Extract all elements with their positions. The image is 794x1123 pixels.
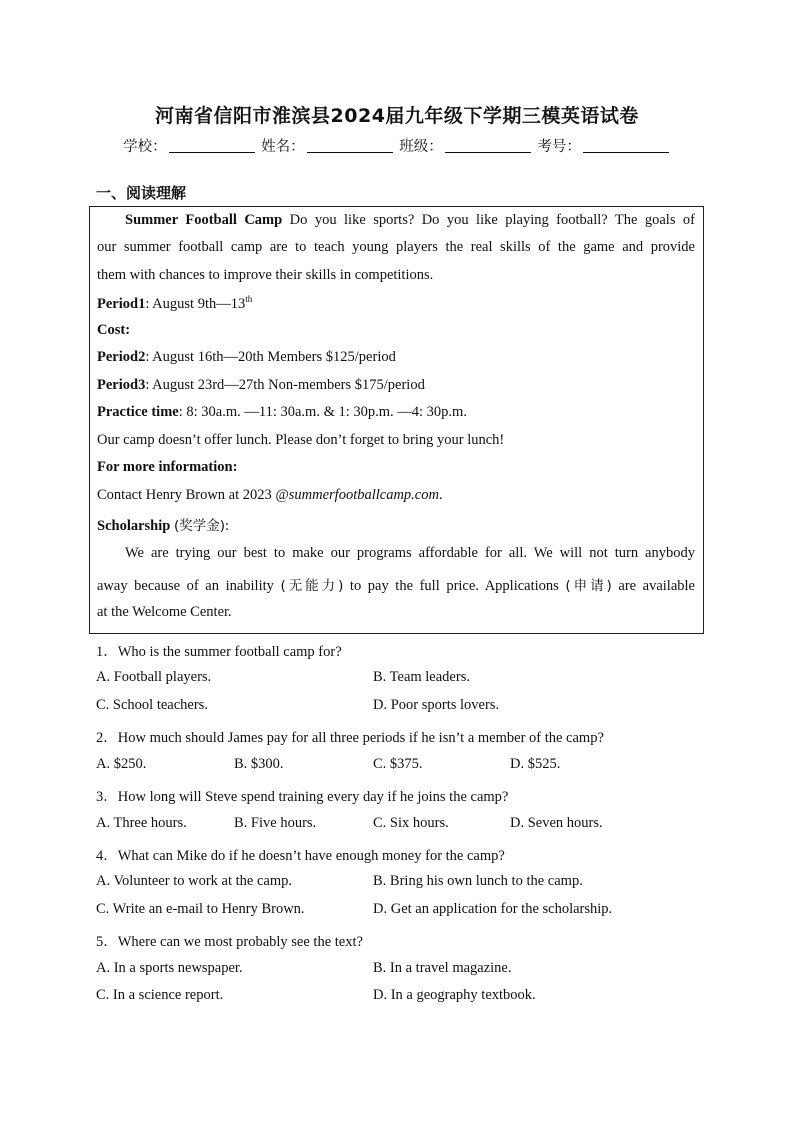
passage-line: at the Welcome Center. <box>97 604 232 620</box>
contact-email-link[interactable]: @summerfootballcamp.com <box>275 487 439 503</box>
question-stem: 1．Who is the summer football camp for? <box>96 644 342 660</box>
option[interactable]: B. Bring his own lunch to the camp. <box>373 873 583 889</box>
contact-text: Contact Henry Brown at 2023 <box>97 487 276 503</box>
student-info-line <box>0 135 794 156</box>
option[interactable]: B. Five hours. <box>234 815 317 831</box>
scholarship-label: Scholarship <box>97 518 171 534</box>
passage-cn: (申请) <box>565 578 612 594</box>
more-info-line <box>97 459 695 476</box>
question-stem: 3．How long will Steve spend training every day if he joins the camp? <box>96 789 509 805</box>
period3-line <box>97 377 695 394</box>
option[interactable]: B. $300. <box>234 756 284 772</box>
exam-title: 河南省信阳市淮滨县2024届九年级下学期三模英语试卷 <box>155 105 639 127</box>
option[interactable]: C. In a science report. <box>96 987 224 1003</box>
practice-label: Practice time <box>97 404 179 420</box>
scholarship-colon: : <box>225 518 230 534</box>
option[interactable]: B. Team leaders. <box>373 669 470 685</box>
period3-text: : August 23rd—27th Non-members $175/period <box>145 377 425 393</box>
section-title: 一、阅读理解 <box>96 184 187 202</box>
passage-cn: (无能力) <box>280 578 344 594</box>
period1-line <box>97 294 695 313</box>
contact-line <box>97 487 695 504</box>
passage-line: them with chances to improve their skills in competitions. <box>97 267 434 283</box>
exam-no-blank[interactable] <box>583 138 669 153</box>
option[interactable]: A. Three hours. <box>96 815 187 831</box>
question-stem: 2．How much should James pay for all three periods if he isn’t a member of the camp? <box>96 730 604 746</box>
contact-end: . <box>438 487 443 503</box>
passage-text: are available <box>611 578 695 594</box>
reading-passage-box <box>89 206 704 634</box>
cost-line <box>97 322 695 339</box>
name-blank[interactable] <box>307 138 393 153</box>
option[interactable]: A. Volunteer to work at the camp. <box>96 873 292 889</box>
period2-line <box>97 349 695 366</box>
class-label: 班级： <box>399 139 443 155</box>
passage-heading: Summer Football Camp <box>125 212 283 228</box>
lunch-line: Our camp doesn’t offer lunch. Please don’t forget to bring your lunch! <box>97 432 505 448</box>
period2-label: Period2 <box>97 349 146 365</box>
school-blank[interactable] <box>169 138 255 153</box>
option[interactable]: D. In a geography textbook. <box>373 987 536 1003</box>
option[interactable]: D. $525. <box>510 756 561 772</box>
practice-line <box>97 404 695 421</box>
passage-line: our summer football camp are to teach young players the real skills of the game and provide <box>97 239 695 255</box>
passage-text: to pay the full price. Applications <box>343 578 566 594</box>
option[interactable]: A. Football players. <box>96 669 212 685</box>
option[interactable]: C. Six hours. <box>373 815 449 831</box>
option[interactable]: D. Get an application for the scholarship. <box>373 901 613 917</box>
option[interactable]: D. Seven hours. <box>510 815 603 831</box>
option[interactable]: C. School teachers. <box>96 697 208 713</box>
period1-sup: th <box>245 294 253 304</box>
scholarship-line <box>97 514 695 535</box>
passage-line <box>97 574 695 595</box>
cost-label: Cost: <box>97 322 131 338</box>
passage-text: Do you like sports? Do you like playing football? The goals of <box>289 212 695 228</box>
more-info-label: For more information: <box>97 459 238 475</box>
period1-label: Period1 <box>97 296 146 312</box>
option[interactable]: D. Poor sports lovers. <box>373 697 500 713</box>
option[interactable]: A. $250. <box>96 756 147 772</box>
scholarship-cn: (奖学金) <box>173 518 226 534</box>
name-label: 姓名： <box>261 139 305 155</box>
option[interactable]: B. In a travel magazine. <box>373 960 512 976</box>
period2-text: : August 16th—20th Members $125/period <box>145 349 396 365</box>
question-stem: 5．Where can we most probably see the text? <box>96 934 363 950</box>
question-stem: 4．What can Mike do if he doesn’t have enough money for the camp? <box>96 848 505 864</box>
option[interactable]: C. $375. <box>373 756 423 772</box>
school-label: 学校： <box>123 139 167 155</box>
passage-line: We are trying our best to make our programs affordable for all. We will not turn anybody <box>125 545 695 561</box>
period1-text: : August 9th—13 <box>145 296 246 312</box>
exam-no-label: 考号： <box>537 139 581 155</box>
passage-text: away because of an inability <box>97 578 281 594</box>
passage-line <box>97 212 695 229</box>
option[interactable]: A. In a sports newspaper. <box>96 960 243 976</box>
practice-text: : 8: 30a.m. —11: 30a.m. & 1: 30p.m. —4: 30p.m. <box>178 404 467 420</box>
option[interactable]: C. Write an e-mail to Henry Brown. <box>96 901 305 917</box>
class-blank[interactable] <box>445 138 531 153</box>
period3-label: Period3 <box>97 377 146 393</box>
